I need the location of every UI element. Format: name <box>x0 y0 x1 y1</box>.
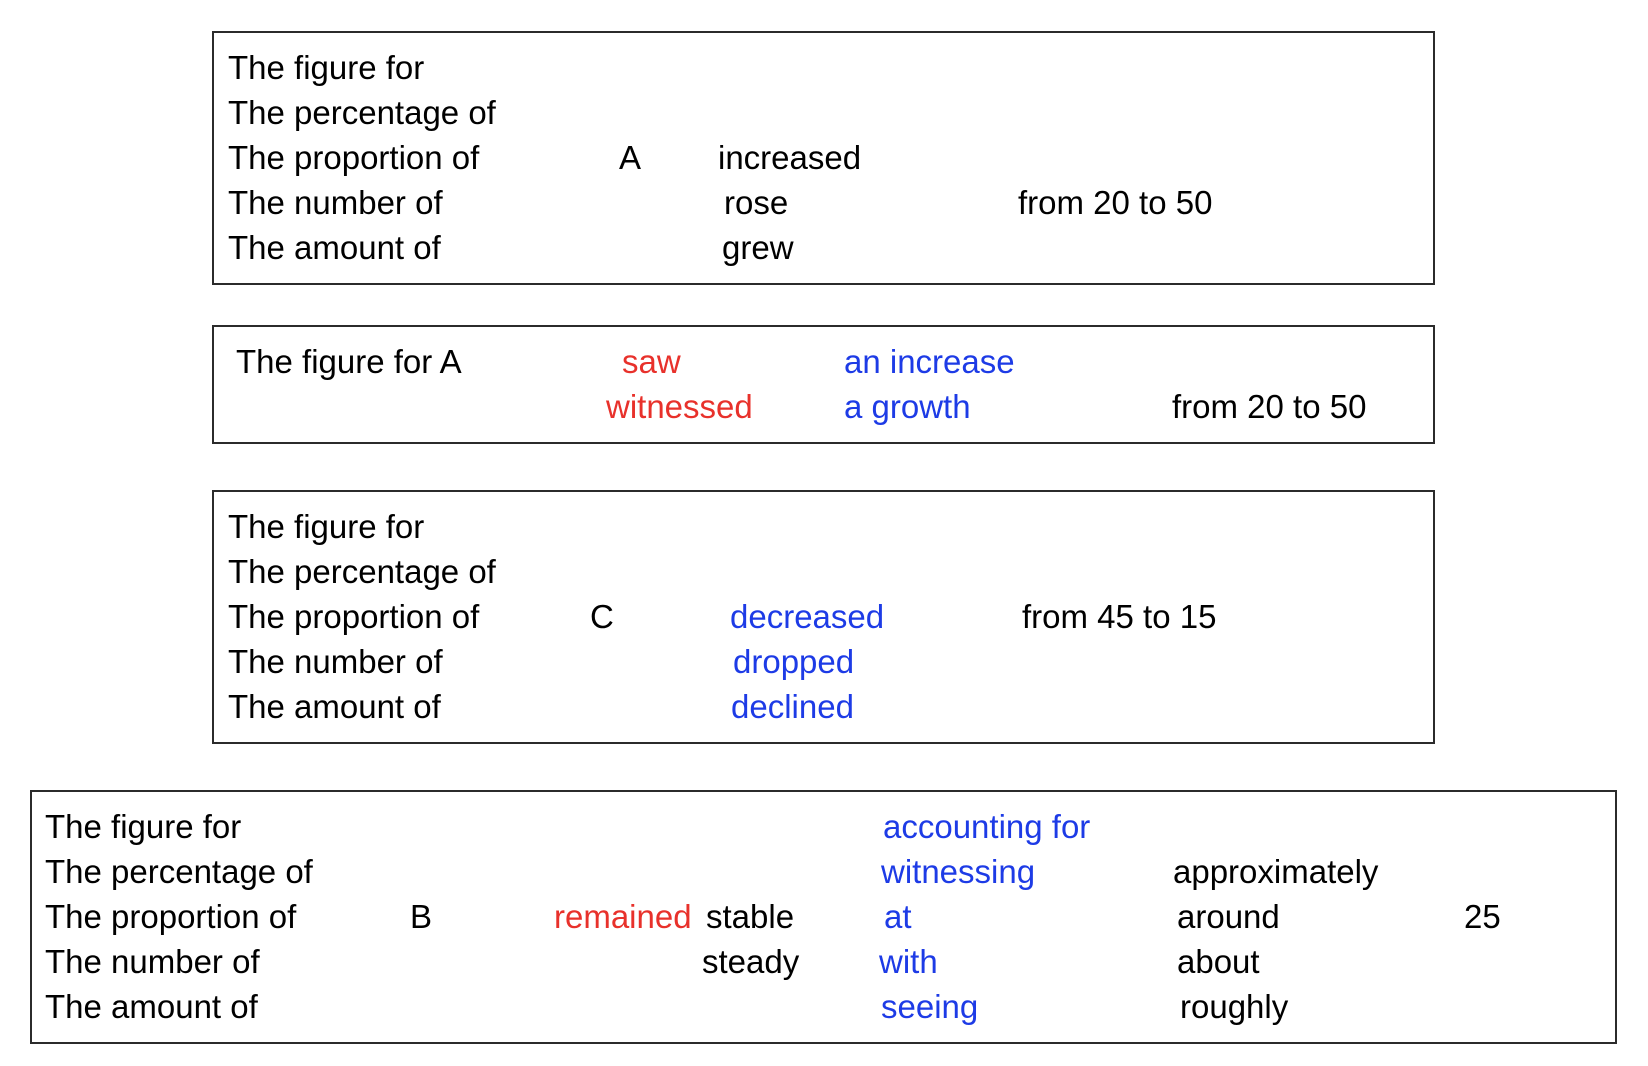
verb-witnessed: witnessed <box>606 388 753 425</box>
verb-decreased: decreased <box>730 598 885 635</box>
subject-percentage-of: The percentage of <box>228 94 496 131</box>
item-label: B <box>410 898 433 935</box>
approximator-roughly: roughly <box>1180 988 1289 1025</box>
approximator-approximately: approximately <box>1173 853 1379 890</box>
subject-amount-of: The amount of <box>45 988 258 1025</box>
connector-witnessing: witnessing <box>881 853 1036 890</box>
verb-declined: declined <box>731 688 854 725</box>
subject-proportion-of: The proportion of <box>228 598 480 635</box>
subject-figure-for: The figure for <box>228 49 425 86</box>
subject-figure-for: The figure for <box>228 508 425 545</box>
stable-phrase-box <box>30 790 1617 1044</box>
connector-with: with <box>879 943 938 980</box>
noun-phrase-box <box>212 325 1435 444</box>
subject-figure-for-a: The figure for A <box>236 343 462 380</box>
range-text: from 20 to 50 <box>1018 184 1213 221</box>
approximator-about: about <box>1177 943 1260 980</box>
verb-dropped: dropped <box>733 643 855 680</box>
subject-amount-of: The amount of <box>228 688 441 725</box>
value-text: 25 <box>1464 898 1501 935</box>
increase-phrase-box <box>212 31 1435 285</box>
verb-grew: grew <box>722 229 794 266</box>
subject-percentage-of: The percentage of <box>228 553 496 590</box>
subject-number-of: The number of <box>228 643 443 680</box>
item-label: C <box>590 598 614 635</box>
verb-remained: remained <box>554 898 692 935</box>
verb-increased: increased <box>718 139 862 176</box>
connector-at: at <box>884 898 912 935</box>
subject-amount-of: The amount of <box>228 229 441 266</box>
approximator-around: around <box>1177 898 1280 935</box>
connector-seeing: seeing <box>881 988 979 1025</box>
noun-a-growth: a growth <box>844 388 971 425</box>
adjective-stable: stable <box>706 898 795 935</box>
range-text: from 45 to 15 <box>1022 598 1217 635</box>
subject-proportion-of: The proportion of <box>45 898 297 935</box>
range-text: from 20 to 50 <box>1172 388 1367 425</box>
subject-proportion-of: The proportion of <box>228 139 480 176</box>
subject-number-of: The number of <box>45 943 260 980</box>
verb-rose: rose <box>724 184 789 221</box>
adjective-steady: steady <box>702 943 800 980</box>
verb-saw: saw <box>622 343 681 380</box>
subject-figure-for: The figure for <box>45 808 242 845</box>
subject-number-of: The number of <box>228 184 443 221</box>
item-label: A <box>619 139 642 176</box>
noun-an-increase: an increase <box>844 343 1015 380</box>
decrease-phrase-box <box>212 490 1435 744</box>
subject-percentage-of: The percentage of <box>45 853 313 890</box>
connector-accounting-for: accounting for <box>883 808 1091 845</box>
